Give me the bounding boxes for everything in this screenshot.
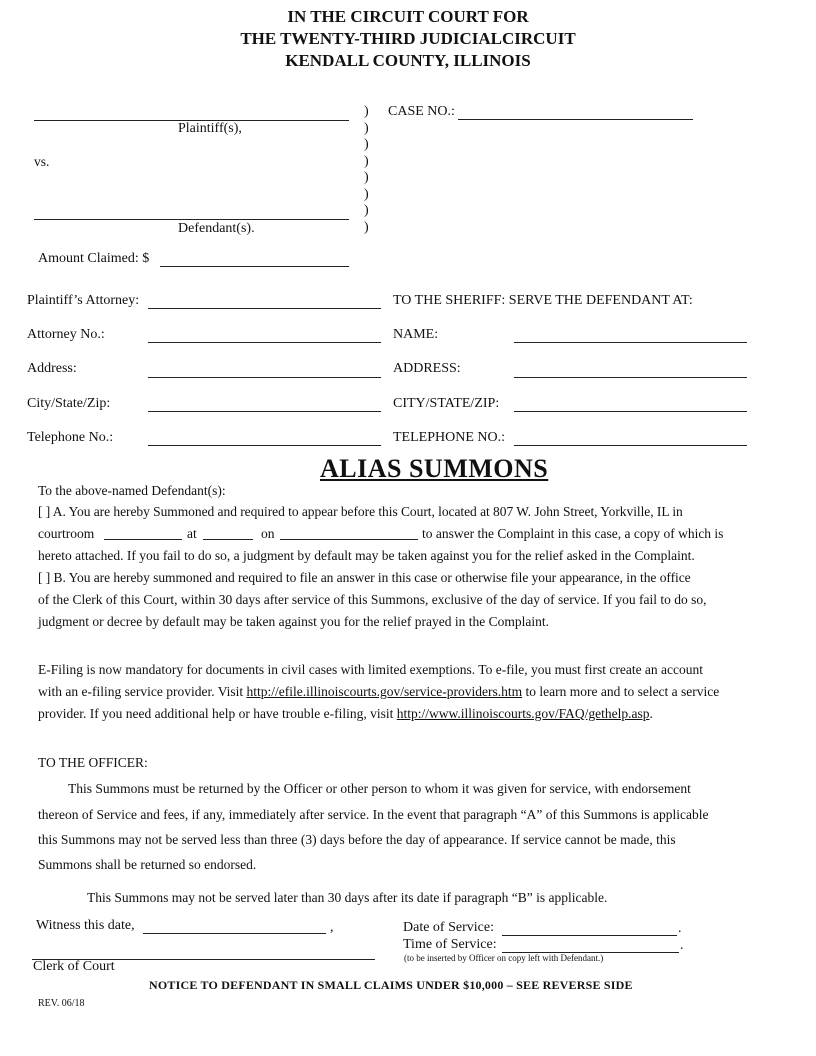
witness-date-field[interactable] xyxy=(143,933,326,934)
defendant-name-label: NAME: xyxy=(393,327,439,342)
option-b-line-1: [ ] B. You are hereby summoned and required to file an answer in this case or otherwise file your appearance, in the office xyxy=(38,570,691,585)
time-of-service-label: Time of Service: xyxy=(403,937,497,952)
caption-paren: ) xyxy=(364,153,369,169)
defendant-city-state-zip-field[interactable] xyxy=(514,411,747,412)
caption-paren: ) xyxy=(364,120,369,136)
caption-paren: ) xyxy=(364,137,369,152)
efiling-line-1: E-Filing is now mandatory for documents in civil cases with limited exemptions. To e-file, you must first create an account xyxy=(38,662,704,677)
officer-line-1: This Summons must be returned by the Officer or other person to whom it was given for service, with endorsement xyxy=(68,781,691,796)
efile-service-providers-link[interactable]: http://efile.illinoiscourts.gov/service-providers.htm xyxy=(246,684,523,699)
caption-paren: ) xyxy=(364,104,369,119)
witness-comma: , xyxy=(330,920,334,935)
attorney-address-label: Address: xyxy=(27,361,77,376)
caption-paren: ) xyxy=(364,219,369,235)
plaintiffs-attorney-field[interactable] xyxy=(148,308,381,309)
defendant-label: Defendant(s). xyxy=(178,221,255,236)
option-a-at-label: at xyxy=(187,526,197,541)
inserted-by-officer-note: (to be inserted by Officer on copy left with Defendant.) xyxy=(404,953,604,963)
caption-paren: ) xyxy=(364,170,369,185)
attorney-address-field[interactable] xyxy=(148,377,381,378)
vs-label: vs. xyxy=(34,154,50,169)
efiling-line-3: provider. If you need additional help or have trouble e-filing, visit http://www.illinoiscourts.gov/FAQ/gethelp.asp. xyxy=(38,706,653,721)
defendant-telephone-field[interactable] xyxy=(514,445,747,446)
option-a-line-1: [ ] A. You are hereby Summoned and required to appear before this Court, located at 807 W. John Street, Yorkville, IL in xyxy=(38,504,683,519)
document-title: ALIAS SUMMONS xyxy=(320,454,549,483)
to-defendant-heading: To the above-named Defendant(s): xyxy=(38,483,226,498)
officer-line-4: Summons shall be returned so endorsed. xyxy=(38,857,257,872)
defendant-city-state-zip-label: CITY/STATE/ZIP: xyxy=(393,396,500,411)
officer-line-5: This Summons may not be served later than 30 days after its date if paragraph “B” is applicable. xyxy=(87,890,608,905)
efiling-line-2: with an e-filing service provider. Visit http://efile.illinoiscourts.gov/service-providers.htm to learn more and to select a service xyxy=(38,684,720,699)
officer-line-3: this Summons may not be served less than three (3) days before the day of appearance. If service cannot be made, this xyxy=(38,832,676,847)
option-a-courtroom-label: courtroom xyxy=(38,526,95,541)
attorney-telephone-field[interactable] xyxy=(148,445,381,446)
courtroom-field[interactable] xyxy=(104,539,182,540)
plaintiffs-attorney-label: Plaintiff’s Attorney: xyxy=(27,293,140,308)
caption-paren: ) xyxy=(364,186,369,202)
case-no-field[interactable] xyxy=(458,119,693,120)
time-of-service-period: . xyxy=(680,938,684,953)
option-b-line-3: judgment or decree by default may be taken against you for the relief prayed in the Complaint. xyxy=(38,614,549,629)
option-b-line-2: of the Clerk of this Court, within 30 days after service of this Summons, exclusive of the day of service. If you fail to do so, xyxy=(38,592,707,607)
date-of-service-label: Date of Service: xyxy=(403,920,494,935)
defendant-address-label: ADDRESS: xyxy=(393,361,461,376)
attorney-city-state-zip-label: City/State/Zip: xyxy=(27,396,111,411)
defendant-address-field[interactable] xyxy=(514,377,747,378)
plaintiff-label: Plaintiff(s), xyxy=(178,121,242,136)
date-of-service-period: . xyxy=(678,921,682,936)
revision-label: REV. 06/18 xyxy=(38,998,85,1009)
efile-help-link[interactable]: http://www.illinoiscourts.gov/FAQ/gethelp.asp xyxy=(396,706,650,721)
court-name-line-1: IN THE CIRCUIT COURT FOR xyxy=(287,7,529,26)
clerk-of-court-label: Clerk of Court xyxy=(33,959,115,974)
sheriff-heading: TO THE SHERIFF: SERVE THE DEFENDANT AT: xyxy=(393,293,693,308)
option-a-line-2-rest: to answer the Complaint in this case, a copy of which is xyxy=(422,526,724,541)
defendant-name-field[interactable] xyxy=(514,342,747,343)
amount-claimed-label: Amount Claimed: $ xyxy=(38,251,150,266)
option-a-line-3: hereto attached. If you fail to do so, a judgment by default may be taken against you for the relief asked in the Complaint. xyxy=(38,548,695,563)
court-name-line-2: THE TWENTY-THIRD JUDICIALCIRCUIT xyxy=(240,29,576,48)
appearance-time-field[interactable] xyxy=(203,539,253,540)
amount-claimed-field[interactable] xyxy=(160,266,349,267)
officer-line-2: thereon of Service and fees, if any, immediately after service. In the event that paragraph “A” of this Summons is applicable xyxy=(38,807,709,822)
court-name-line-3: KENDALL COUNTY, ILLINOIS xyxy=(285,51,531,70)
option-a-on-label: on xyxy=(261,526,275,541)
small-claims-notice: NOTICE TO DEFENDANT IN SMALL CLAIMS UNDER $10,000 – SEE REVERSE SIDE xyxy=(149,978,633,992)
defendant-name-line[interactable] xyxy=(34,219,349,220)
attorney-no-label: Attorney No.: xyxy=(27,327,105,342)
caption-paren: ) xyxy=(364,203,369,218)
officer-heading: TO THE OFFICER: xyxy=(38,755,148,770)
attorney-telephone-label: Telephone No.: xyxy=(27,430,114,445)
date-of-service-field[interactable] xyxy=(502,935,677,936)
defendant-telephone-label: TELEPHONE NO.: xyxy=(393,430,505,445)
case-no-label: CASE NO.: xyxy=(388,104,455,119)
attorney-city-state-zip-field[interactable] xyxy=(148,411,381,412)
witness-label: Witness this date, xyxy=(36,918,135,933)
attorney-no-field[interactable] xyxy=(148,342,381,343)
appearance-date-field[interactable] xyxy=(280,539,418,540)
